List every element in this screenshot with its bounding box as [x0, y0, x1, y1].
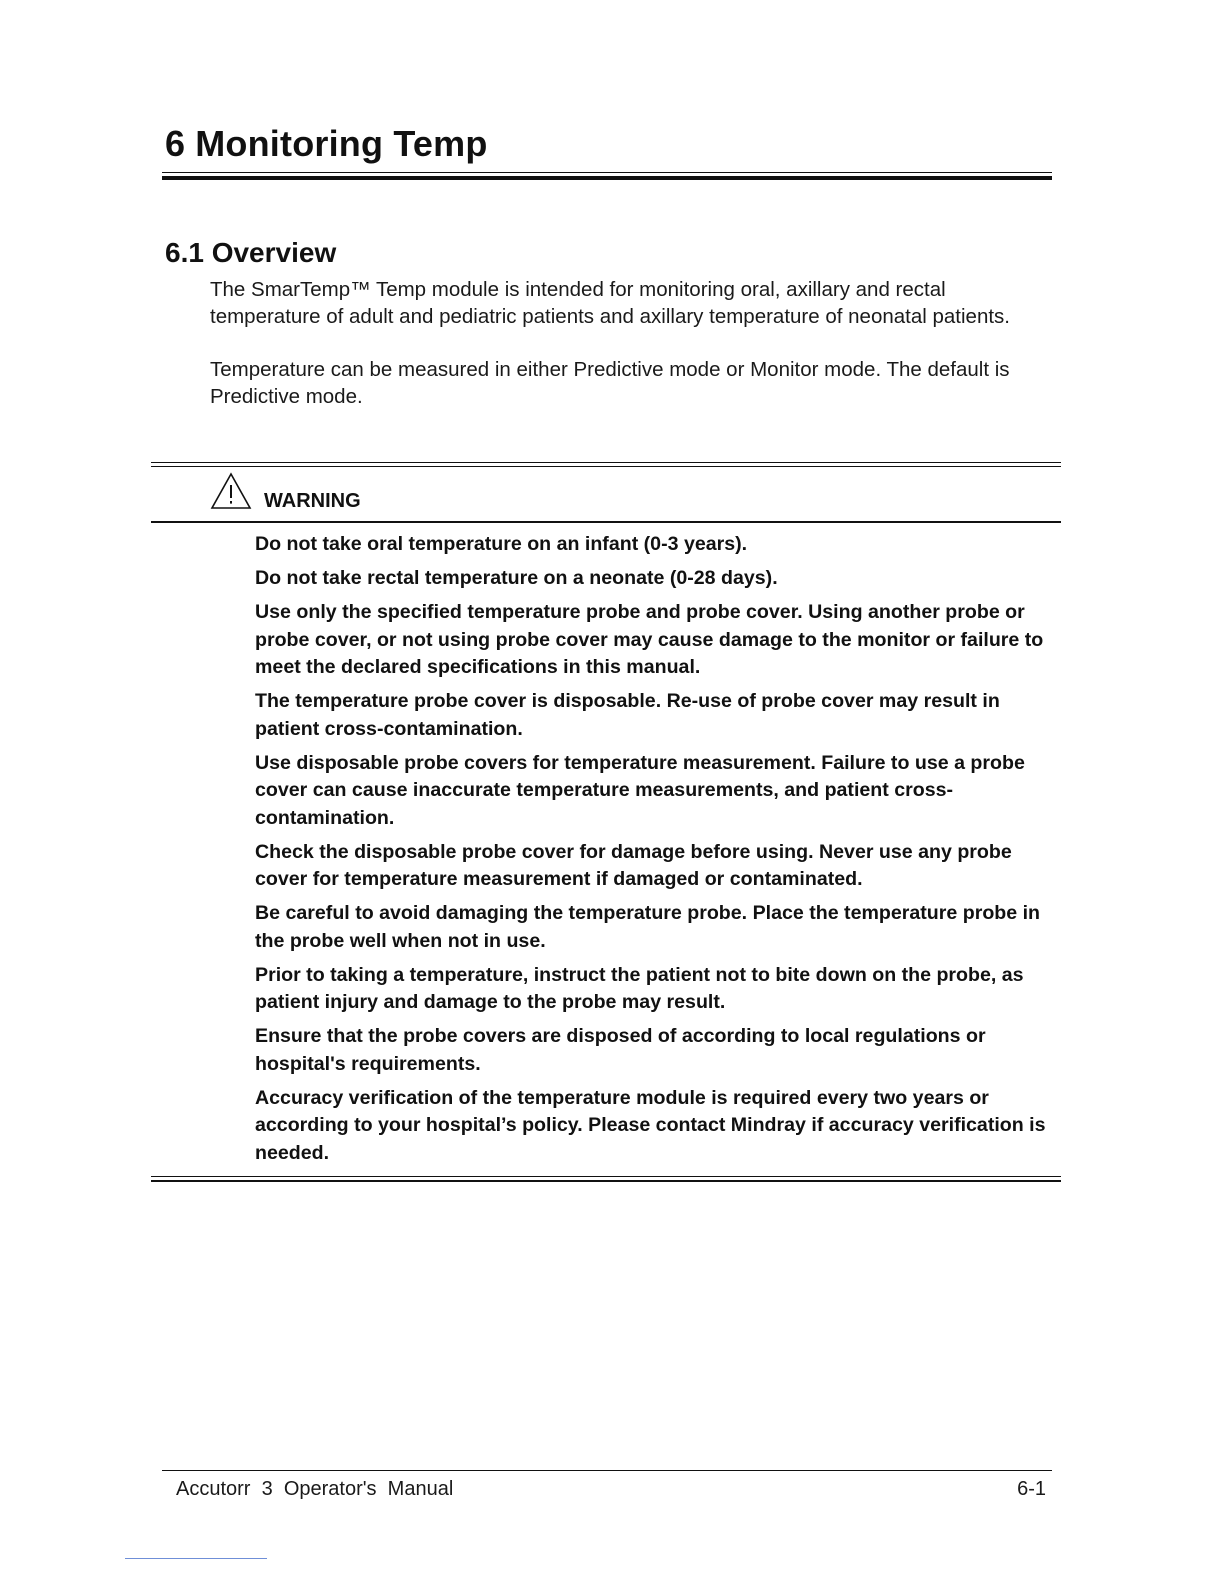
warning-item: Use disposable probe covers for temperature measurement. Failure to use a probe cover can cause inaccurate temperature measurements, and patient cross-contamination. — [255, 751, 1025, 829]
chapter-title-text: Monitoring Temp — [195, 123, 488, 164]
warning-top-rule-2 — [151, 466, 1061, 467]
warning-item: The temperature probe cover is disposable. Re-use of probe cover may result in patient cross-contamination. — [255, 690, 1000, 740]
section-title: 6.1 Overview — [165, 237, 337, 268]
footer-rule — [162, 1470, 1052, 1471]
warning-item: Accuracy verification of the temperature module is required every two years or according to your hospital’s policy. Please contact Mindray if accuracy verification is needed. — [255, 1086, 1046, 1164]
warning-bottom-rule — [151, 1176, 1061, 1177]
warning-header-rule — [151, 521, 1061, 523]
warning-triangle-icon — [210, 472, 252, 510]
chapter-number: 6 — [165, 123, 186, 164]
overview-paragraph-2: Temperature can be measured in either Predictive mode or Monitor mode. The default is Predictive mode. — [210, 358, 1010, 408]
footer-manual-title: Accutorr 3 Operator's Manual — [176, 1478, 454, 1500]
page-edge-line — [125, 1558, 267, 1559]
warning-item: Check the disposable probe cover for damage before using. Never use any probe cover for temperature measurement if damaged or contaminated. — [255, 840, 1012, 890]
chapter-rule-thin — [162, 172, 1052, 173]
chapter-title — [165, 122, 488, 165]
warning-item: Ensure that the probe covers are disposed of according to local regulations or hospital's requirements. — [255, 1025, 986, 1075]
warning-label: WARNING — [264, 490, 361, 512]
footer-page-number: 6-1 — [1017, 1478, 1046, 1500]
chapter-rule-thick — [162, 176, 1052, 180]
warning-item: Prior to taking a temperature, instruct the patient not to bite down on the probe, as patient injury and damage to the probe may result. — [255, 963, 1024, 1013]
overview-paragraph-1: The SmarTemp™ Temp module is intended for monitoring oral, axillary and rectal temperature of adult and pediatric patients and axillary temperature of neonatal patients. — [210, 278, 1010, 328]
warning-bottom-rule-2 — [151, 1180, 1061, 1182]
warning-item: Do not take oral temperature on an infant (0-3 years). — [255, 533, 748, 555]
warning-item: Do not take rectal temperature on a neonate (0-28 days). — [255, 567, 778, 589]
warning-list — [255, 531, 1055, 1174]
warning-item: Be careful to avoid damaging the temperature probe. Place the temperature probe in the probe well when not in use. — [255, 902, 1041, 952]
warning-top-rule — [151, 462, 1061, 463]
warning-item: Use only the specified temperature probe and probe cover. Using another probe or probe cover, or not using probe cover may cause damage to the monitor or failure to meet the declared specifications in this manual. — [255, 601, 1044, 678]
